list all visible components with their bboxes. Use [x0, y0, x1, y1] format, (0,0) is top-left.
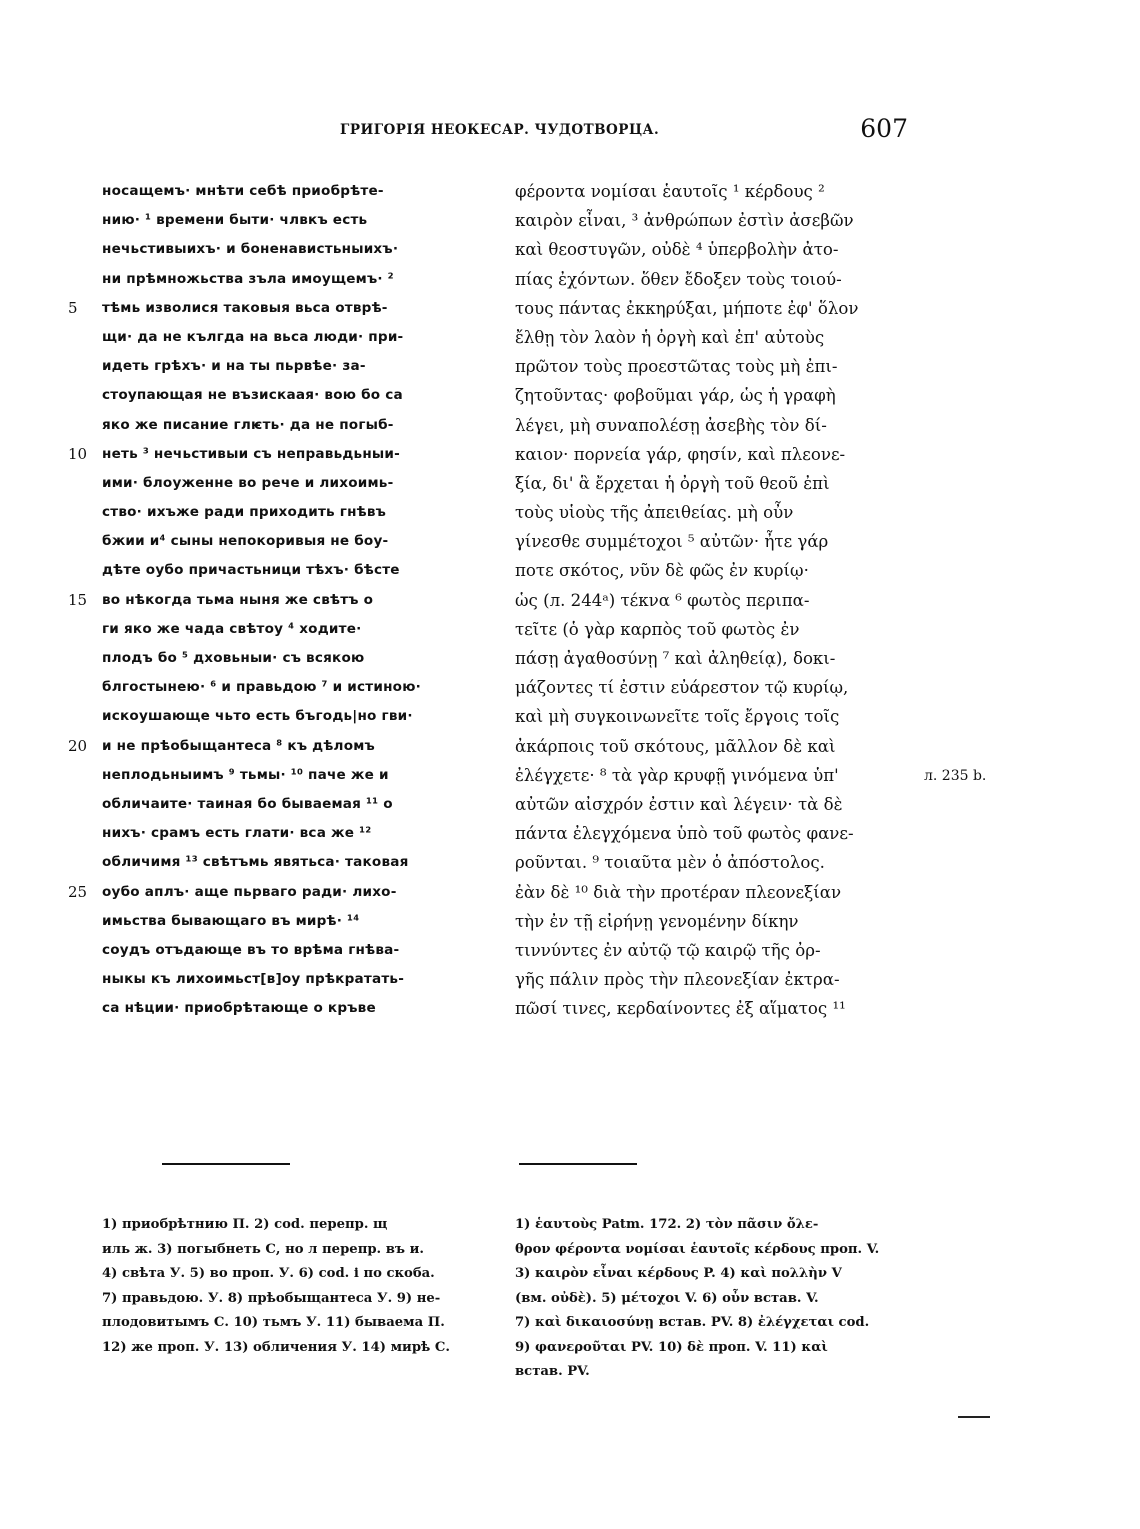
slavonic-line: искоушающе чьто есть бъгодь|но гви·: [102, 708, 413, 725]
slavonic-line: бжии и⁴ сыны непокоривыя не боу-: [102, 533, 389, 550]
greek-line: μάζοντες τί ἐστιν εὐάρεστον τῷ κυρίῳ,: [515, 678, 849, 698]
slavonic-line: обличимя ¹³ свѣтъмь явятьса· таковая: [102, 854, 409, 871]
margin-folio-note: л. 235 b.: [924, 768, 987, 784]
footnotes-left: [102, 1213, 494, 1360]
greek-line: ἀκάρποις τοῦ σκότους, μᾶλλον δὲ καὶ: [515, 736, 836, 756]
slavonic-line: стоупающая не възискаая· вою бо са: [102, 387, 403, 404]
greek-line: πάντα ἐλεγχόμενα ὑπὸ τοῦ φωτὸς φανε-: [515, 824, 854, 844]
footnote-rule-left: [162, 1163, 290, 1165]
footnotes-right: [515, 1213, 910, 1385]
greek-line: ἔλθῃ τὸν λαὸν ἡ ὀργὴ καὶ ἐπ' αὐτοὺς: [515, 327, 825, 347]
slavonic-line: идеть грѣхъ· и на ты пьрвѣе· за-: [102, 358, 366, 375]
slavonic-line: нию· ¹ времени быти· члвкъ есть: [102, 212, 368, 229]
greek-line: γίνεσθε συμμέτοχοι ⁵ αὐτῶν· ἦτε γάρ: [515, 532, 829, 552]
greek-line: καὶ θεοστυγῶν, οὐδὲ ⁴ ὑπερβολὴν ἀτο-: [515, 240, 839, 260]
slavonic-line: носащемъ· мнѣти себѣ приобрѣте-: [102, 183, 384, 199]
slavonic-line: оубо аплъ· аще пьрваго ради· лихо-: [102, 883, 397, 900]
slavonic-line: дѣте оубо причастьници тѣхъ· бѣсте: [102, 562, 400, 579]
footnote-line: 1) ἑαυτοὺς Patm. 172. 2) τὸν πᾶσιν ὄλε-: [515, 1217, 819, 1232]
greek-line: τους πάντας ἐκκηρύξαι, μήποτε ἐφ' ὅλον: [515, 298, 859, 318]
footnote-line: 4) свѣта У. 5) во проп. У. 6) cod. і по скоба.: [102, 1266, 435, 1281]
slavonic-line: ими· блоуженне во рече и лихоимь-: [102, 474, 394, 491]
slavonic-line: нечьстивыихъ· и боненавистьныихъ·: [102, 241, 399, 258]
slavonic-line: са нѣции· приобрѣтающе о кръве: [102, 1000, 376, 1017]
slavonic-line: плодъ бо ⁵ дховьныи· съ всякою: [102, 650, 365, 666]
line-number-25: 25: [68, 882, 88, 901]
slavonic-line: щи· да не кългда на вьса люди· при-: [102, 328, 404, 345]
greek-line: ὡς (л. 244ᵃ) τέκνα ⁶ φωτὸς περιπα-: [515, 590, 810, 610]
slavonic-line: соудъ отъдающе въ то врѣма гнѣва-: [102, 941, 400, 958]
line-number-20: 20: [68, 736, 88, 755]
slavonic-line: обличаите· таиная бо бываемая ¹¹ о: [102, 795, 393, 812]
footnote-line: 9) φανεροῦται PV. 10) δὲ проп. V. 11) καὶ: [515, 1339, 828, 1355]
greek-line: ξία, δι' ἃ ἔρχεται ἡ ὀργὴ τοῦ θεοῦ ἐπὶ: [515, 473, 830, 493]
line-number-15: 15: [68, 590, 88, 609]
slavonic-line: ство· ихъже ради приходить гнѣвъ: [102, 504, 387, 521]
slavonic-line: ни прѣмножьства зъла имоущемъ· ²: [102, 270, 394, 287]
greek-line: γῆς πάλιν πρὸς τὴν πλεονεξίαν ἐκτρα-: [515, 970, 840, 990]
running-title: ГРИГОРІЯ НЕОКЕСАР. ЧУДОТВОРЦА.: [340, 122, 660, 138]
greek-line: πίας ἐχόντων. ὅθεν ἔδοξεν τοὺς τοιού-: [515, 269, 842, 289]
slavonic-line: яко же писание глѥть· да не погыб-: [102, 416, 394, 433]
greek-line: τὴν ἐν τῇ εἰρήνῃ γενομένην δίκην: [515, 911, 799, 931]
scan-mark: [958, 1416, 990, 1418]
greek-line: τοὺς υἱοὺς τῆς ἀπειθείας. μὴ οὖν: [515, 503, 794, 523]
footnote-line: (вм. οὐδὲ). 5) μέτοχοι V. 6) οὖν встав. V.: [515, 1290, 819, 1306]
line-number-5: 5: [68, 298, 78, 317]
slavonic-line: ги яко же чада свѣтоу ⁴ ходите·: [102, 620, 362, 637]
greek-line: λέγει, μὴ συναπολέσῃ ἀσεβὴς τὸν δί-: [515, 415, 827, 435]
footnote-line: 12) же проп. У. 13) обличения У. 14) мирѣ С.: [102, 1339, 451, 1355]
footnote-line: θρον φέροντα νομίσαι ἑαυτοῖς κέρδους проп. V.: [515, 1241, 880, 1257]
greek-line: καὶ μὴ συγκοινωνεῖτε τοῖς ἔργοις τοῖς: [515, 707, 840, 727]
footnote-line: 7) правьдою. У. 8) прѣобыщантеса У. 9) не-: [102, 1290, 441, 1306]
greek-line: καιρὸν εἶναι, ³ ἀνθρώπων ἐστὶν ἀσεβῶν: [515, 211, 854, 231]
greek-line: πάσῃ ἀγαθοσύνῃ ⁷ καὶ ἀληθείᾳ), δοκι-: [515, 649, 836, 668]
slavonic-line: неть ³ нечьстивыи съ неправьдьныи-: [102, 445, 400, 462]
greek-line: ποτε σκότος, νῦν δὲ φῶς ἐν κυρίῳ·: [515, 561, 809, 581]
greek-line: φέροντα νομίσαι ἑαυτοῖς ¹ κέρδους ²: [515, 182, 825, 201]
greek-line: τεῖτε (ὁ γὰρ καρπὸς τοῦ φωτὸς ἐν: [515, 619, 800, 639]
footnote-line: 3) καιρὸν εἶναι κέρδους P. 4) καὶ πολλὴν V: [515, 1266, 842, 1281]
greek-line: τιννύντες ἐν αὐτῷ τῷ καιρῷ τῆς ὀρ-: [515, 940, 821, 960]
greek-line: ἐὰν δὲ ¹⁰ διὰ τὴν προτέραν πλεονεξίαν: [515, 882, 842, 902]
footnote-line: иль ж. 3) погыбнеть С, но л перепр. въ и.: [102, 1241, 424, 1257]
slavonic-line: нихъ· срамъ есть глати· вса же ¹²: [102, 825, 372, 842]
slavonic-line: блгостынею· ⁶ и правьдою ⁷ и истиною·: [102, 679, 421, 696]
slavonic-line: ныкы къ лихоимьст[в]оу прѣкратать-: [102, 971, 405, 988]
line-number-10: 10: [68, 444, 88, 463]
footnote-rule-right: [519, 1163, 637, 1165]
footnote-line: 7) καὶ δικαιοσύνῃ встав. PV. 8) ἐλέγχεται cod.: [515, 1315, 870, 1330]
greek-line: καιον· πορνεία γάρ, φησίν, καὶ πλεονε-: [515, 444, 846, 464]
page-number: 607: [860, 114, 908, 143]
slavonic-line: и не прѣобыщантеса ⁸ къ дѣломъ: [102, 737, 375, 754]
slavonic-line: во нѣкогда тьма ныня же свѣтъ о: [102, 591, 374, 608]
greek-line: αὐτῶν αἰσχρόν ἐστιν καὶ λέγειν· τὰ δὲ: [515, 794, 843, 814]
slavonic-text-column: [102, 177, 494, 1023]
greek-line: ἐλέγχετε· ⁸ τὰ γὰρ κρυφῇ γινόμενα ὑπ': [515, 765, 839, 785]
footnote-line: 1) приобрѣтнию П. 2) cod. перепр. щ: [102, 1217, 388, 1232]
greek-text-column: [515, 177, 910, 1023]
slavonic-line: неплодьныимъ ⁹ тьмы· ¹⁰ паче же и: [102, 766, 389, 783]
greek-line: ροῦνται. ⁹ τοιαῦτα μὲν ὁ ἀπόστολος.: [515, 853, 825, 873]
footnote-line: плодовитымъ С. 10) тьмъ У. 11) бываема П.: [102, 1315, 445, 1330]
slavonic-line: тѣмь изволися таковыя вьса отврѣ-: [102, 299, 388, 316]
greek-line: πῶσί τινες, κερδαίνοντες ἐξ αἵματος ¹¹: [515, 999, 846, 1019]
greek-line: πρῶτον τοὺς προεστῶτας τοὺς μὴ ἐπι-: [515, 357, 838, 377]
greek-line: ζητοῦντας· φοβοῦμαι γάρ, ὡς ἡ γραφὴ: [515, 386, 836, 406]
footnote-line: встав. PV.: [515, 1364, 590, 1379]
slavonic-line: имьства бывающаго въ мирѣ· ¹⁴: [102, 912, 360, 929]
